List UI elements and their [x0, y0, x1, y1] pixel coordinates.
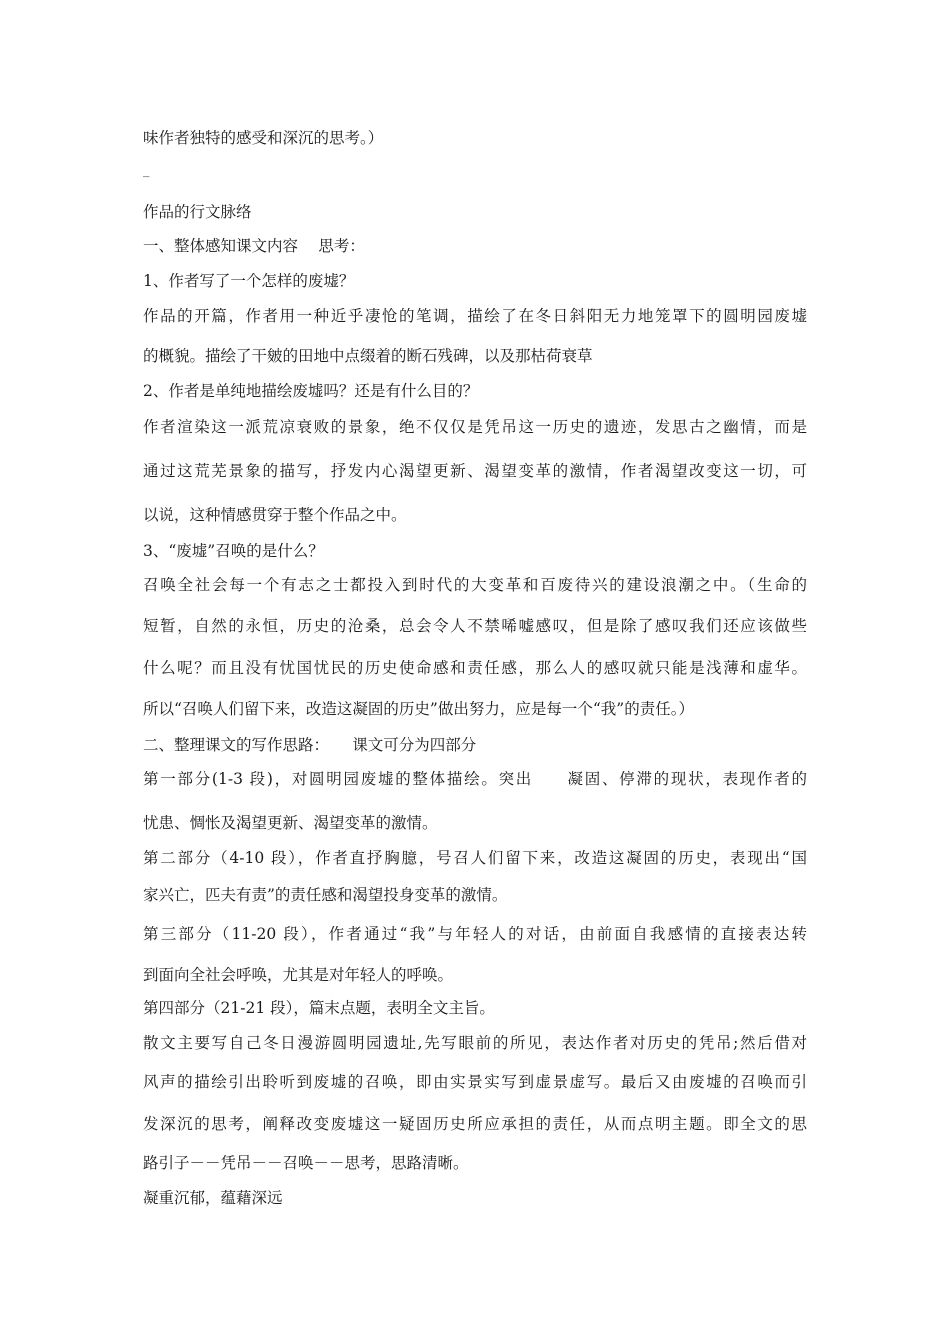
- paragraph-line: 第三部分（11-20 段），作者通过“我”与年轻人的对话，由前面自我感情的直接表达转: [143, 925, 807, 943]
- question: 3、“废墟”召唤的是什么？: [143, 542, 324, 560]
- paragraph-line: 到面向全社会呼唤，尤其是对年轻人的呼唤。: [143, 966, 454, 984]
- section-heading: 一、整体感知课文内容 思考：: [143, 237, 365, 255]
- paragraph-line: 第四部分（21-21 段），篇末点题，表明全文主旨。: [143, 999, 495, 1017]
- text-line: 味作者独特的感受和深沉的思考。）: [143, 129, 384, 147]
- paragraph-line: 风声的描绘引出聆听到废墟的召唤，即由实景实写到虚景虚写。最后又由废墟的召唤而引: [143, 1073, 807, 1091]
- paragraph-line: 第二部分（4-10 段），作者直抒胸臆，号召人们留下来，改造这凝固的历史，表现出“国: [143, 849, 807, 867]
- section-heading: 二、整理课文的写作思路： 课文可分为四部分: [143, 736, 477, 754]
- paragraph-line: 的概貌。描绘了干皴的田地中点缀着的断石残碑，以及那枯荷衰草: [143, 347, 593, 365]
- paragraph-line: 家兴亡，匹夫有责”的责任感和渴望投身变革的激情。: [143, 886, 508, 904]
- question: 2、作者是单纯地描绘废墟吗？还是有什么目的？: [143, 382, 479, 400]
- paragraph-line: 以说，这种情感贯穿于整个作品之中。: [143, 506, 407, 524]
- paragraph-line: 作品的开篇，作者用一种近乎凄怆的笔调，描绘了在冬日斜阳无力地笼罩下的圆明园废墟: [143, 307, 807, 325]
- paragraph-line: 作者渲染这一派荒凉衰败的景象，绝不仅仅是凭吊这一历史的遗迹，发思古之幽情，而是: [143, 418, 807, 436]
- paragraph-line: 发深沉的思考，阐释改变废墟这一疑固历史所应承担的责任，从而点明主题。即全文的思: [143, 1115, 807, 1133]
- paragraph-line: 第一部分(1-3 段)，对圆明园废墟的整体描绘。突出 凝固、停滞的现状，表现作者的: [143, 770, 807, 788]
- paragraph-line: 短暂，自然的永恒，历史的沧桑，总会令人不禁唏嘘感叹，但是除了感叹我们还应该做些: [143, 617, 807, 635]
- separator-mark: _: [143, 163, 150, 178]
- paragraph-line: 所以“召唤人们留下来，改造这凝固的历史”做出努力，应是每一个“我”的责任。）: [143, 700, 694, 718]
- paragraph-line: 散文主要写自己冬日漫游圆明园遗址,先写眼前的所见，表达作者对历史的凭吊;然后借对: [143, 1034, 807, 1052]
- section-heading: 作品的行文脉络: [143, 203, 252, 221]
- section-heading: 凝重沉郁，蕴藉深远: [143, 1189, 283, 1207]
- paragraph-line: 召唤全社会每一个有志之士都投入到时代的大变革和百废待兴的建设浪潮之中。（生命的: [143, 576, 807, 594]
- paragraph-line: 什么呢？而且没有忧国忧民的历史使命感和责任感，那么人的感叹就只能是浅薄和虚华。: [143, 659, 807, 677]
- paragraph-line: 通过这荒芜景象的描写，抒发内心渴望更新、渴望变革的激情，作者渴望改变这一切，可: [143, 462, 807, 480]
- paragraph-line: 忧患、惆怅及渴望更新、渴望变革的激情。: [143, 814, 438, 832]
- paragraph-line: 路引子－－凭吊－－召唤－－思考，思路清晰。: [143, 1154, 469, 1172]
- question: 1、作者写了一个怎样的废墟？: [143, 272, 355, 290]
